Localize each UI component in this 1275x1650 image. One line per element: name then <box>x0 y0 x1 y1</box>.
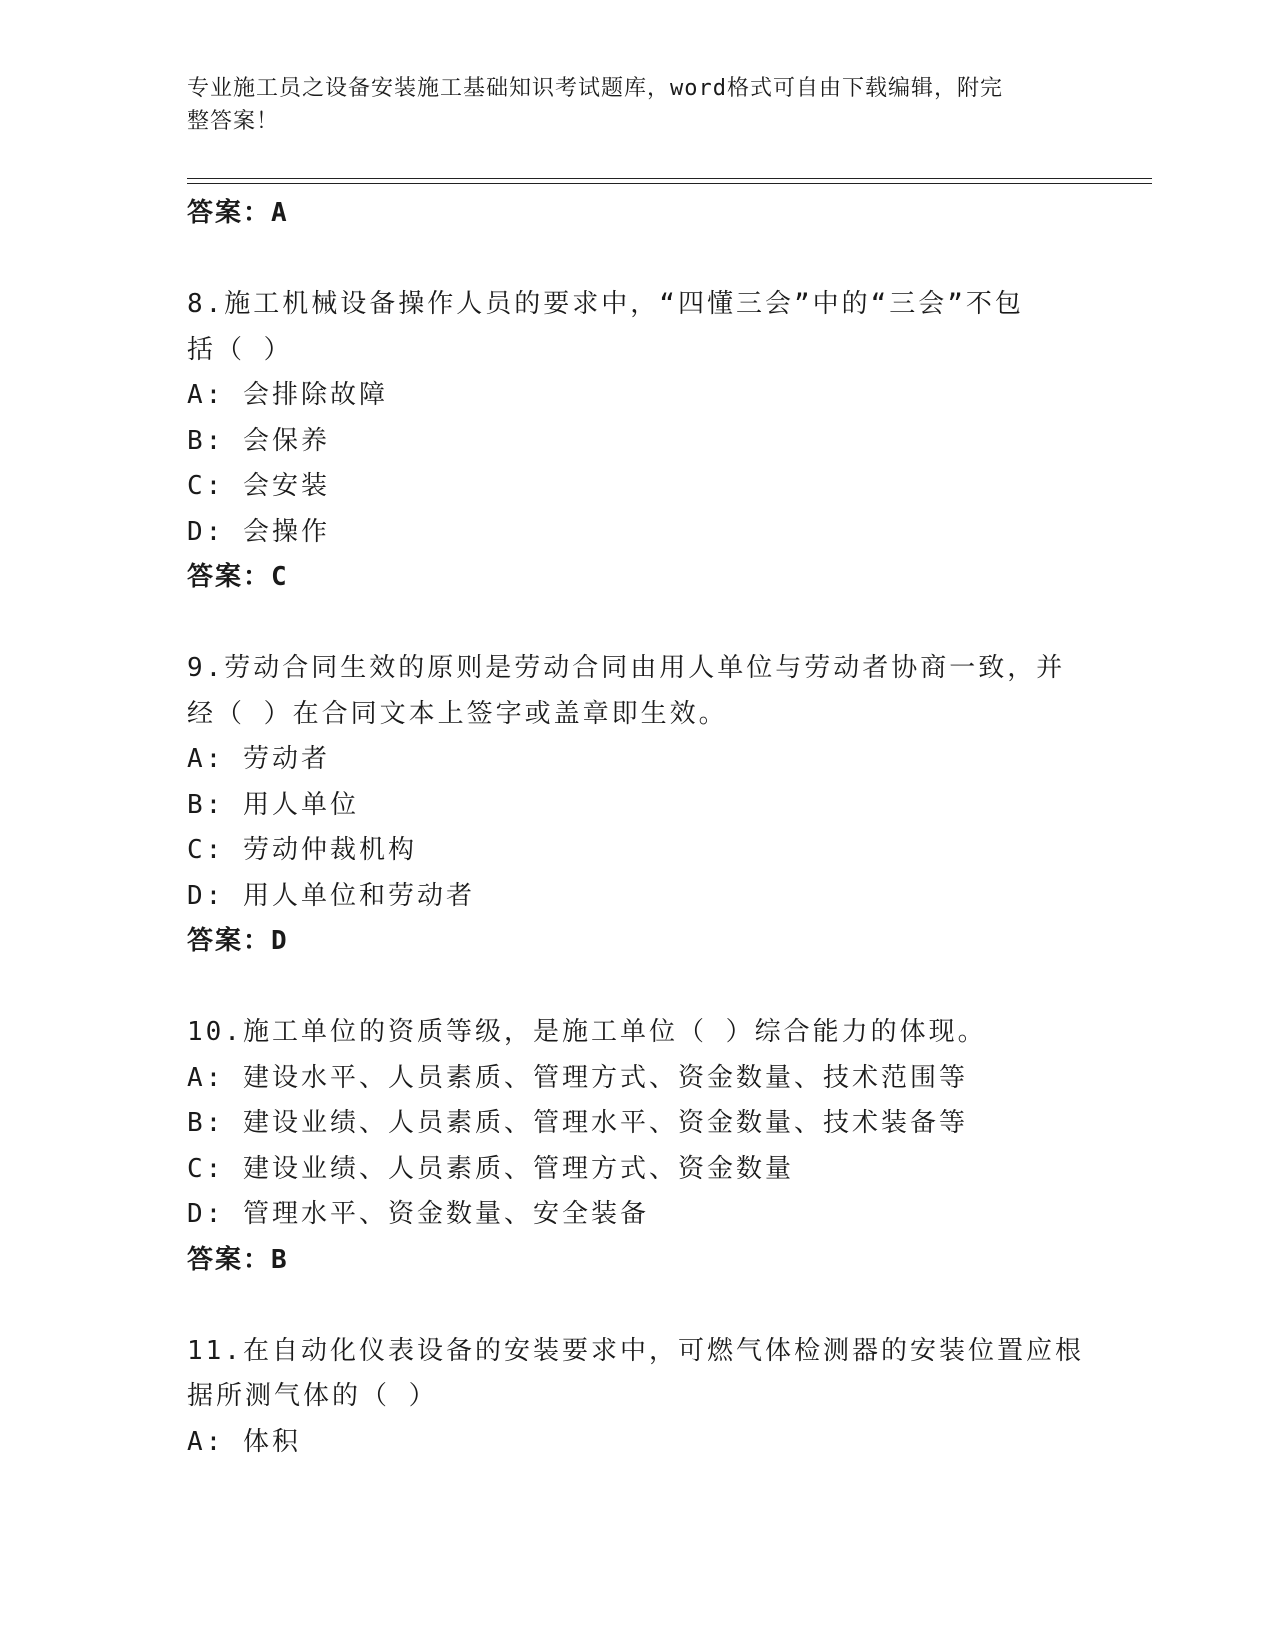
header-divider-bottom <box>187 183 1152 184</box>
question-stem: 10.施工单位的资质等级，是施工单位（ ）综合能力的体现。 <box>187 1017 987 1047</box>
question-11 <box>187 1329 1087 1466</box>
spacer <box>187 965 1087 1011</box>
option-a: A: 劳动者 <box>187 744 330 774</box>
option-a: A: 体积 <box>187 1426 301 1457</box>
question-stem-cont: 据所测气体的（ ） <box>187 1381 438 1411</box>
option-a: A: 会排除故障 <box>187 380 388 410</box>
spacer <box>187 1283 1087 1329</box>
header-line-2: 整答案！ <box>187 109 280 134</box>
option-c: C: 建设业绩、人员素质、管理方式、资金数量 <box>187 1153 794 1184</box>
answer: 答案：D <box>187 926 289 956</box>
answer: 答案：B <box>187 1244 289 1275</box>
option-b: B: 用人单位 <box>187 789 359 820</box>
header-divider-top <box>187 178 1152 179</box>
option-a: A: 建设水平、人员素质、管理方式、资金数量、技术范围等 <box>187 1062 968 1093</box>
question-content <box>187 191 1087 1465</box>
spacer <box>187 237 1087 283</box>
option-d: D: 管理水平、资金数量、安全装备 <box>187 1199 649 1229</box>
option-d: D: 用人单位和劳动者 <box>187 880 475 911</box>
question-stem-cont: 经（ ）在合同文本上签字或盖章即生效。 <box>187 698 728 729</box>
option-c: C: 会安装 <box>187 471 330 501</box>
question-9 <box>187 646 1087 965</box>
spacer <box>187 601 1087 647</box>
answer: 答案：C <box>187 562 289 592</box>
answer-7: 答案：A <box>187 198 289 228</box>
question-stem: 9.劳动合同生效的原则是劳动合同由用人单位与劳动者协商一致，并 <box>187 653 1066 683</box>
question-stem: 8.施工机械设备操作人员的要求中，“四懂三会”中的“三会”不包 <box>187 289 1024 319</box>
option-c: C: 劳动仲裁机构 <box>187 835 417 865</box>
header-line-1: 专业施工员之设备安装施工基础知识考试题库，word格式可自由下载编辑，附完 <box>187 76 1003 101</box>
question-10 <box>187 1010 1087 1283</box>
option-b: B: 会保养 <box>187 425 330 456</box>
question-8 <box>187 282 1087 601</box>
option-b: B: 建设业绩、人员素质、管理水平、资金数量、技术装备等 <box>187 1108 968 1138</box>
question-stem-cont: 括（ ） <box>187 334 293 365</box>
option-d: D: 会操作 <box>187 516 330 547</box>
question-stem: 11.在自动化仪表设备的安装要求中，可燃气体检测器的安装位置应根 <box>187 1335 1084 1366</box>
document-header <box>187 72 1087 138</box>
